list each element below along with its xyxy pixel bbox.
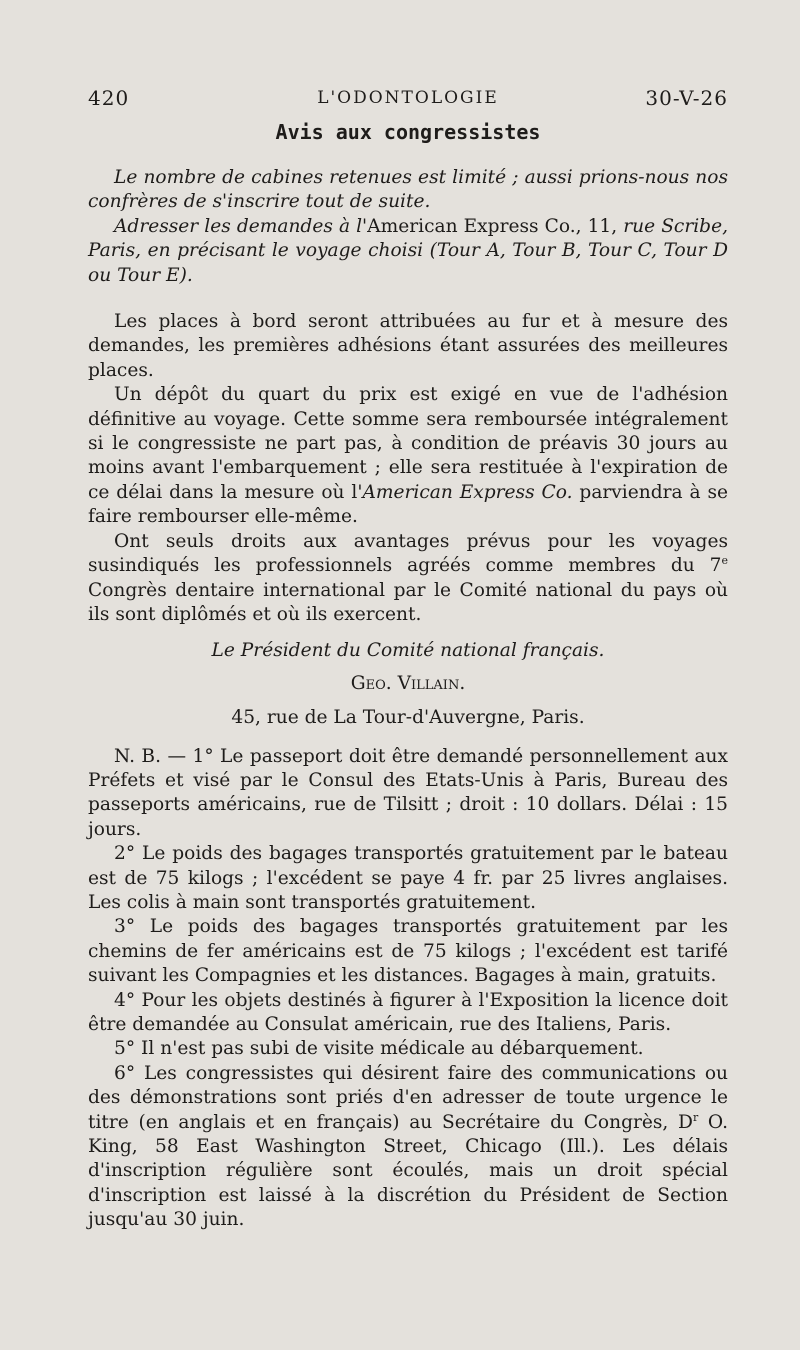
intro-paragraph-2 — [88, 215, 728, 288]
signature-role: Le Président du Comité national français. — [211, 640, 605, 662]
signature-name: Geo. Villain. — [350, 672, 466, 694]
intro-2-italic-a: Adresser les demandes à l' — [114, 215, 368, 237]
rights-text-a: Ont seuls droits aux avantages prévus pour les voyages susindiqués les professionnels agréés comme membres du 7 — [88, 530, 728, 577]
intro-2-company: American Express Co., 11, — [367, 215, 618, 237]
running-header — [88, 86, 728, 116]
rights-text-b: Congrès dentaire international par le Comité national du pays où ils sont diplômés et où ils exercent. — [88, 579, 728, 625]
nb-item-4: 4° Pour les objets destinés à figurer à l'Exposition la licence doit être demandée au Consulat américain, rue des Italiens, Paris. — [88, 989, 728, 1035]
nb-item-6-text-b: O. King, 58 East Washington Street, Chicago (Ill.). Les délais d'inscription régulière sont écoulés, mais un droit spécial d'inscription est laissé à la discrétion du Président de Section jusqu'au 30 juin. — [88, 1111, 728, 1231]
rights-superscript: e — [721, 553, 728, 567]
nb-item-6-text-a: 6° Les congressistes qui désirent faire des communications ou des démonstrations sont priés d'en adresser de toute urgence le titre (en anglais et en français) au Secrétaire du Congrès, D — [88, 1062, 728, 1133]
deposit-company: American Express Co. — [362, 481, 573, 503]
deposit-text-a: Un dépôt du quart du prix est exigé en vue de l'adhésion définitive au voyage. Cette somme sera remboursée intégralement si le congressiste ne part pas, à condition de préavis 30 jours au moins avant l'embarquement ; elle sera restituée à l'expiration de ce délai dans la mesure où l' — [88, 384, 728, 503]
intro-paragraph-1: Le nombre de cabines retenues est limité ; aussi prions-nous nos confrères de s'inscrire tout de suite. — [88, 167, 728, 213]
nb-item-3: 3° Le poids des bagages transportés gratuitement par les chemins de fer américains est de 75 kilogs ; l'excédent est tarifé suivant les Compagnies et les distances. Bagages à main, gratuits. — [88, 916, 728, 987]
deposit-paragraph — [88, 383, 728, 529]
nb-item-6 — [88, 1062, 728, 1233]
article-body — [88, 166, 728, 1233]
nb-item-6-superscript: r — [692, 1110, 699, 1124]
rights-paragraph — [88, 530, 728, 628]
nb-item-5: 5° Il n'est pas subi de visite médicale au débarquement. — [114, 1038, 644, 1060]
notice-title: Avis aux congressistes — [275, 120, 541, 144]
journal-title: L'ODONTOLOGIE — [317, 88, 499, 108]
page-number: 420 — [88, 86, 130, 110]
issue-date: 30-V-26 — [645, 86, 728, 110]
deposit-text-b: parviendra à se faire rembourser elle-même. — [88, 481, 729, 528]
nb-item-2: 2° Le poids des bagages transportés gratuitement par le bateau est de 75 kilogs ; l'excédent se paye 4 fr. par 25 livres anglaises. Les colis à main sont transportés gratuitement. — [88, 843, 728, 913]
places-paragraph: Les places à bord seront attribuées au fur et à mesure des demandes, les premières adhésions étant assurées des meilleures places. — [88, 311, 728, 381]
nb-item-1: N. B. — 1° Le passeport doit être demandé personnellement aux Préfets et visé par le Consul des Etats-Unis à Paris, Bureau des passeports américains, rue de Tilsitt ; droit : 10 dollars. Délai : 15 jours. — [88, 745, 728, 840]
intro-2-italic-b: rue Scribe, Paris, en précisant le voyage choisi (Tour A, Tour B, Tour C, Tour D ou Tour E). — [88, 215, 728, 286]
signature-address: 45, rue de La Tour-d'Auvergne, Paris. — [231, 707, 585, 729]
